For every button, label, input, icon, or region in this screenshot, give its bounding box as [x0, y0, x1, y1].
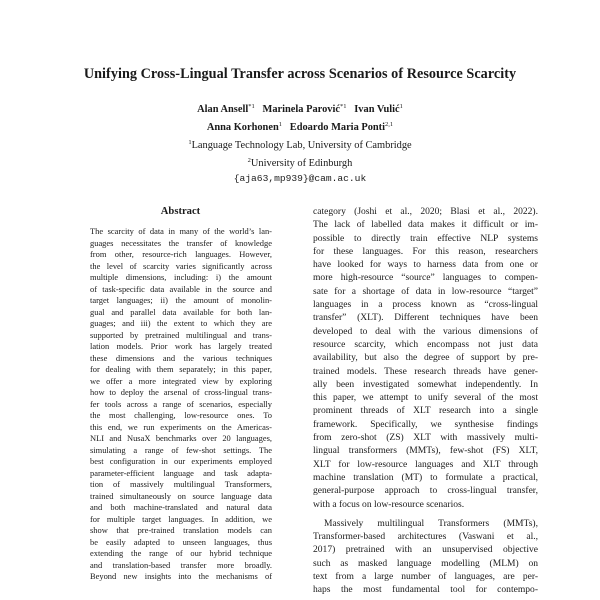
body-line-last: with a focus on low-resource scenarios.: [313, 498, 465, 510]
abstract-line: lation models. Prior work has largely treated: [90, 341, 272, 351]
abstract-line: guages necessitates the transfer of knowledge: [90, 237, 272, 248]
abstract-line: target languages; ii) the amount of monolin-: [90, 295, 272, 305]
body-paragraph-1: [313, 205, 538, 511]
body-line: for these languages. For this reason, researchers: [313, 245, 538, 257]
body-line: XLT for low-resource languages and XLT through: [313, 458, 538, 470]
body-line: lingual transformers (MMTs), few-shot (FS) XLT,: [313, 445, 538, 457]
affiliation-1: [0, 135, 600, 153]
body-line: machine translation (MT) to formulate a practical,: [313, 471, 538, 483]
body-line: more high-resource “source” languages to compen-: [313, 272, 538, 284]
abstract-body: [90, 226, 272, 583]
abstract-line: gual and parallel data available for both lan-: [90, 306, 272, 317]
abstract-line: tion of massively multilingual Transformers,: [90, 479, 272, 489]
author-name: Ivan Vulić: [354, 104, 400, 115]
abstract-line: of task-specific data available in the source and: [90, 283, 272, 294]
abstract-line: for multiple target languages. In addition, we: [90, 513, 272, 524]
body-line: haps the most fundamental tool for contempo-: [313, 584, 538, 596]
abstract-line: parameter-efficient language and task adapta-: [90, 467, 272, 478]
abstract-line: the level of scarcity varies significantly across: [90, 260, 272, 271]
affiliation-sup: 1: [188, 139, 192, 146]
body-line: framework. Specifically, we synthesise findings: [313, 418, 538, 430]
body-line: possible to directly train effective NLP systems: [313, 232, 538, 244]
abstract-line: from other, resource-rich languages. However,: [90, 249, 272, 259]
abstract-line: NLI and NusaX benchmarks over 20 languages,: [90, 433, 272, 443]
body-line: such as masked language modelling (MLM) on: [313, 557, 538, 569]
author-name: Anna Korhonen: [206, 122, 279, 133]
abstract-line: trained simultaneously on source language data: [90, 490, 272, 501]
body-line: prominent threads of XLT research into a single: [313, 405, 538, 417]
author-name: Edoardo Maria Ponti: [289, 122, 386, 133]
abstract-line: Beyond new insights into the mechanisms of: [90, 571, 272, 581]
abstract-line: this end, we run experiments on the Americas-: [90, 421, 272, 432]
body-line: this paper, we attempt to unify several of the most: [313, 392, 538, 404]
body-line: resource scarcity, which encompass not just data: [313, 338, 538, 350]
author-sup: *1: [339, 103, 347, 110]
abstract-line: we offer a more integrated view by exploring: [90, 375, 272, 386]
body-line: have looked for ways to harness data from one or: [313, 259, 538, 271]
body-line: languages in a process known as “cross-lingual: [313, 299, 538, 311]
abstract-line: extending the range of our hybrid technique: [90, 548, 272, 558]
abstract-line: supported by pretrained multilingual and trans-: [90, 329, 272, 340]
body-line: general-purpose approach to cross-lingual transfer,: [313, 485, 538, 497]
body-paragraph-2: [313, 517, 538, 597]
body-line: availability, but also the degree of support by pre-: [313, 352, 538, 364]
abstract-line: simulating a range of few-shot settings. The: [90, 444, 272, 455]
affiliation-text: Language Technology Lab, University of Cambridge: [191, 140, 412, 151]
abstract-line: fer tools across a range of scenarios, especially: [90, 398, 272, 409]
body-line: from zero-shot (ZS) XLT with massively multi-: [313, 432, 538, 444]
abstract-line: be easily adapted to unseen languages, thus: [90, 536, 272, 547]
body-line: sate for a shortage of data in low-resource “target”: [313, 285, 538, 297]
body-line: Transformer-based architectures (Vaswani et al.,: [313, 531, 538, 543]
body-line: ally been investigated somewhat independently. In: [313, 378, 538, 390]
paper-title: Unifying Cross-Lingual Transfer across Scenarios of Resource Scarcity: [83, 66, 517, 82]
body-line: category (Joshi et al., 2020; Blasi et al., 2022).: [313, 206, 538, 217]
abstract-line: and both machine-translated and natural data: [90, 502, 272, 512]
author-sup: 2,1: [385, 121, 394, 128]
abstract-line: the most challenging, low-resource ones. To: [90, 410, 272, 420]
affiliation-sup: 2: [247, 157, 251, 164]
abstract-line: and translation-based transfer more broadly.: [90, 559, 272, 570]
author-name: Alan Ansell: [197, 104, 249, 115]
author-sup: *1: [248, 103, 255, 110]
body-line: 2017) pretrained with an unsupervised objective: [313, 544, 538, 556]
abstract-line: best configuration in our experiments employed: [90, 456, 272, 466]
author-name: Marinela Parović: [262, 104, 340, 115]
body-line: Massively multilingual Transformers (MMTs),: [324, 517, 538, 529]
abstract-line: guages; and iii) the extent to which they are: [90, 318, 272, 328]
affiliation-2: [0, 153, 600, 171]
abstract-line: multiple dimensions, including: i) the amount: [90, 272, 272, 282]
abstract-line: these dimensions and the various techniques: [90, 352, 272, 363]
body-line: text from a large number of languages, are per-: [313, 571, 538, 583]
author-line-1: [0, 99, 600, 117]
author-sup: 1: [278, 121, 282, 128]
body-line: developed to deal with the various dimensions of: [313, 325, 538, 337]
body-line: The lack of labelled data makes it difficult or im-: [313, 219, 538, 231]
author-email: {aja63,mp939}@cam.ac.uk: [233, 173, 367, 184]
author-block: [0, 99, 600, 186]
abstract-line: how to deploy the arsenal of cross-lingual trans-: [90, 387, 272, 397]
body-line: transfer” (XLT). Different techniques have been: [313, 312, 538, 324]
abstract-line: show that pre-trained translation models can: [90, 525, 272, 535]
body-column-right: [313, 205, 538, 597]
abstract-line: for dealing with them separately; in this paper,: [90, 364, 272, 374]
abstract-heading: Abstract: [160, 206, 201, 217]
author-line-2: [0, 117, 600, 135]
affiliation-text: University of Edinburgh: [250, 158, 353, 169]
body-line: trained models. These research threads have gener-: [313, 365, 538, 377]
abstract-line: The scarcity of data in many of the world’s lan-: [90, 226, 272, 236]
author-sup: 1: [399, 103, 403, 110]
